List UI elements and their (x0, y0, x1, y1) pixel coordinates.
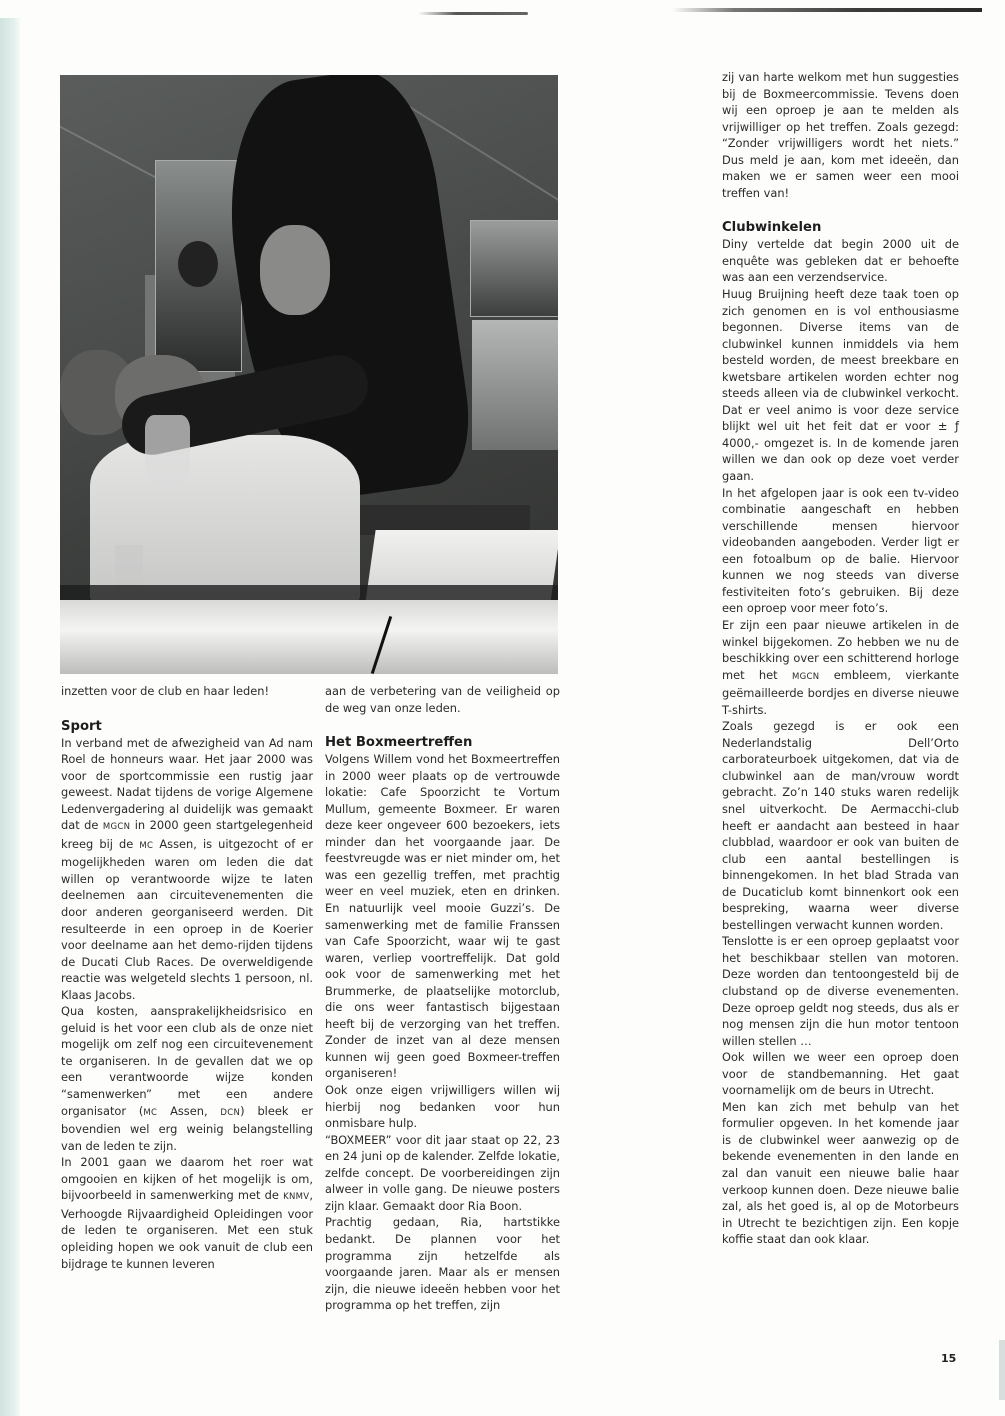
abbr-dcn: DCN (220, 1107, 241, 1118)
text-run: embleem, vierkante geëmailleerde bordjes en diverse nieuwe T-shirts. (722, 667, 959, 717)
text-run: ) bleek er bovendien wel erg weinig belangstelling van de leden te zijn. (61, 1103, 313, 1153)
photo-glass (115, 545, 143, 590)
paragraph (61, 735, 313, 1004)
text-run: In 2001 gaan we daarom het roer wat omgooien en kijken of het mogelijk is om, bijvoorbeeld in samenwerking met de (61, 1155, 313, 1203)
paragraph (61, 1003, 313, 1154)
abbr-mgcn: MGCN (791, 671, 820, 682)
paragraph: “BOXMEER” voor dit jaar staat op 22, 23 en 24 juni op de kalender. Zelfde lokatie, zelfde concept. De voorbereidingen zijn alweer in volle gang. De nieuwe posters zijn klaar. Gemaakt door Ria Boon. (325, 1132, 560, 1213)
paragraph: Men kan zich met behulp van het formulier opgeven. In het komende jaar is de clubwinkel weer aanwezig op de bekende evenementen in den lande en zal dan vanuit een nieuwe balie haar verkoop kunnen doen. Deze nieuwe balie zal, als het goed is, al op de Motorbeurs in Utrecht te bezichtigen zijn. Een kopje koffie staat dan ook klaar. (722, 1099, 959, 1247)
abbr-mc: MC (139, 840, 154, 851)
photo-poster-boxmeer (155, 160, 242, 372)
paragraph: Ook onze eigen vrijwilligers willen wij hierbij nog bedanken voor hun onmisbare hulp. (325, 1083, 560, 1131)
page-number: 15 (941, 1352, 957, 1365)
top-rule-decoration (418, 12, 528, 15)
abbr-knmv: KNMV (283, 1192, 310, 1203)
scan-edge-right (999, 1340, 1005, 1400)
paragraph: zij van harte welkom met hun suggesties bij de Boxmeercommissie. Tevens doen wij een oproep je aan te melden als vrijwilliger op het treffen. Zoals gezegd: “Zonder vrijwilligers wordt het niets.” Dus meld je aan, kom met ideeën, dan maken we er samen weer een mooi treffen van! (722, 70, 959, 200)
photo-poster (470, 220, 558, 317)
paragraph: inzetten voor de club en haar leden! (61, 684, 270, 698)
left-column (61, 683, 313, 1272)
paragraph: Ook willen we weer een oproep doen voor de standbemanning. Het gaat voornamelijk om de beurs in Utrecht. (722, 1050, 959, 1098)
right-column (722, 69, 959, 1248)
paragraph: Volgens Willem vond het Boxmeertreffen in 2000 weer plaats op de vertrouwde lokatie: Cafe Spoorzicht te Vortum Mullum, gemeente Boxmeer. Er waren deze keer ongeveer 600 bezoekers, iets minder dan het voorgaande jaar. De feestvreugde was er niet minder om, het was een gezellig treffen, met prachtig weer en veel muziek, eten en drinken. En natuurlijk veel mooie Guzzi’s. De samenwerking met de familie Franssen van Cafe Spoorzicht, waar wij te gast waren, verliep voortreffelijk. Dat gold ook voor de samenwerking met het Brummerke, de plaatselijke motorclub, die ons weer fantastisch bijgestaan heeft bij de verzorging van het treffen. Zonder de inzet van al deze mensen kunnen wij geen goed Boxmeer-treffen organiseren! (325, 752, 560, 1081)
paragraph (61, 1154, 313, 1272)
paragraph: Tenslotte is er een oproep geplaatst voor het beschikbaar stellen van motoren. Deze worden dan tentoongesteld bij de clubstand op de diverse evenementen. Deze oproep geldt nog steeds, dus als er nog mensen zijn die hun motor tentoon willen stellen … (722, 934, 959, 1048)
section-heading-sport: Sport (61, 718, 102, 734)
paragraph: aan de verbetering van de veiligheid op de weg van onze leden. (325, 684, 560, 715)
text-run: Er zijn een paar nieuwe artikelen in de winkel bijgekomen. Zo hebben we nu de beschikking over een schitterend horloge met het (722, 617, 959, 682)
text-run: , Verhoogde Rijvaardigheid Opleidingen voor de leden te organiseren. Met een stuk opleiding hopen we ook vanuit de club een bijdrage te kunnen leveren (61, 1188, 313, 1271)
text-run: Qua kosten, aansprakelijkheidsrisico en geluid is het voor een club als de onze niet mogelijk om zelf nog een circuitevenement te organiseren. In de gevallen dat we op een verantwoorde wijze konden “samenwerken” met een andere organisator ( (61, 1004, 313, 1118)
text-run: In verband met de afwezigheid van Ad nam Roel de honneurs waar. Het jaar 2000 was voor de sportcommissie een rustig jaar geweest. Nadat tijdens de vorige Algemene Ledenvergadering al duidelijk was gemaakt dat de (61, 735, 313, 833)
photo-poster (472, 320, 558, 450)
photo-poster-figure (178, 241, 218, 287)
abbr-mc: MC (143, 1107, 158, 1118)
meeting-photo (60, 75, 558, 674)
scan-edge-strip (0, 18, 20, 1416)
middle-column (325, 683, 560, 1314)
paragraph: Prachtig gedaan, Ria, hartstikke bedankt. De plannen voor het programma zijn hetzelfde als voorgaande jaren. Maar als er mensen zijn, die nieuwe ideeën hebben voor het programma op het treffen, zijn (325, 1215, 560, 1313)
paragraph: Huug Bruijning heeft deze taak toen op zich genomen en is vol enthousiasme begonnen. Diverse items van de clubwinkel kunnen inmiddels via hem besteld worden, de meest breekbare en kwetsbare artikelen worden echter nog steeds alleen via de clubwinkel verkocht. Dat er veel animo is voor deze service blijkt wel uit het feit dat er voor ± ƒ 4000,- omgezet is. In de komende jaren willen we dan ook op deze voet verder gaan. (722, 287, 959, 484)
section-heading-boxmeertreffen: Het Boxmeertreffen (325, 735, 473, 751)
paragraph (722, 617, 959, 718)
photo-water-jug (145, 415, 190, 485)
photo-person-head (260, 225, 330, 315)
section-heading-clubwinkelen: Clubwinkelen (722, 220, 822, 236)
text-run: Assen, is uitgezocht of er mogelijkheden waren om leden die dat willen op verantwoorde wijze te laten deelnemen aan circuitevenementen die door anderen georganiseerd werden. Dit resulteerde in een oproep in de Koerier voor deelname aan het demo-rijden tijdens de Ducati Club Races. De overweldigende reactie was welgeteld slechts 1 persoon, nl. Klaas Jacobs. (61, 836, 313, 1002)
paragraph: Zoals gezegd is er ook een Nederlandstalig Dell’Orto carborateurboek uitgekomen, dat via de clubwinkel aan de man/vrouw wordt gebracht. Zo’n 140 stuks waren redelijk snel uitverkocht. De Aermacchi-club heeft er aandacht aan besteed in haar clubblad, waardoor er ook van buiten de club een aantal bestellingen is binnengekomen. In het blad Strada van de Ducaticlub komt binnenkort ook een bespreking, waarna weer diverse bestellingen verwacht kunnen worden. (722, 719, 959, 932)
paragraph: Diny vertelde dat begin 2000 uit de enquête was gebleken dat er behoefte was aan een verzendservice. (722, 237, 959, 285)
abbr-mgcn: MGCN (102, 822, 131, 833)
photo-table (60, 600, 558, 674)
paragraph: In het afgelopen jaar is ook een tv-video combinatie aangeschaft en hebben verschillende mensen hiervoor videobanden aangeboden. Verder ligt er een fotoalbum op de balie. Hiervoor kunnen we nog steeds van diverse festiviteiten foto’s gebruiken. Bij deze een oproep voor meer foto’s. (722, 485, 959, 616)
text-run: Assen, (157, 1103, 221, 1118)
text-run: in 2000 geen startgelegenheid kreeg bij de (61, 818, 313, 851)
header-rule (672, 8, 982, 12)
